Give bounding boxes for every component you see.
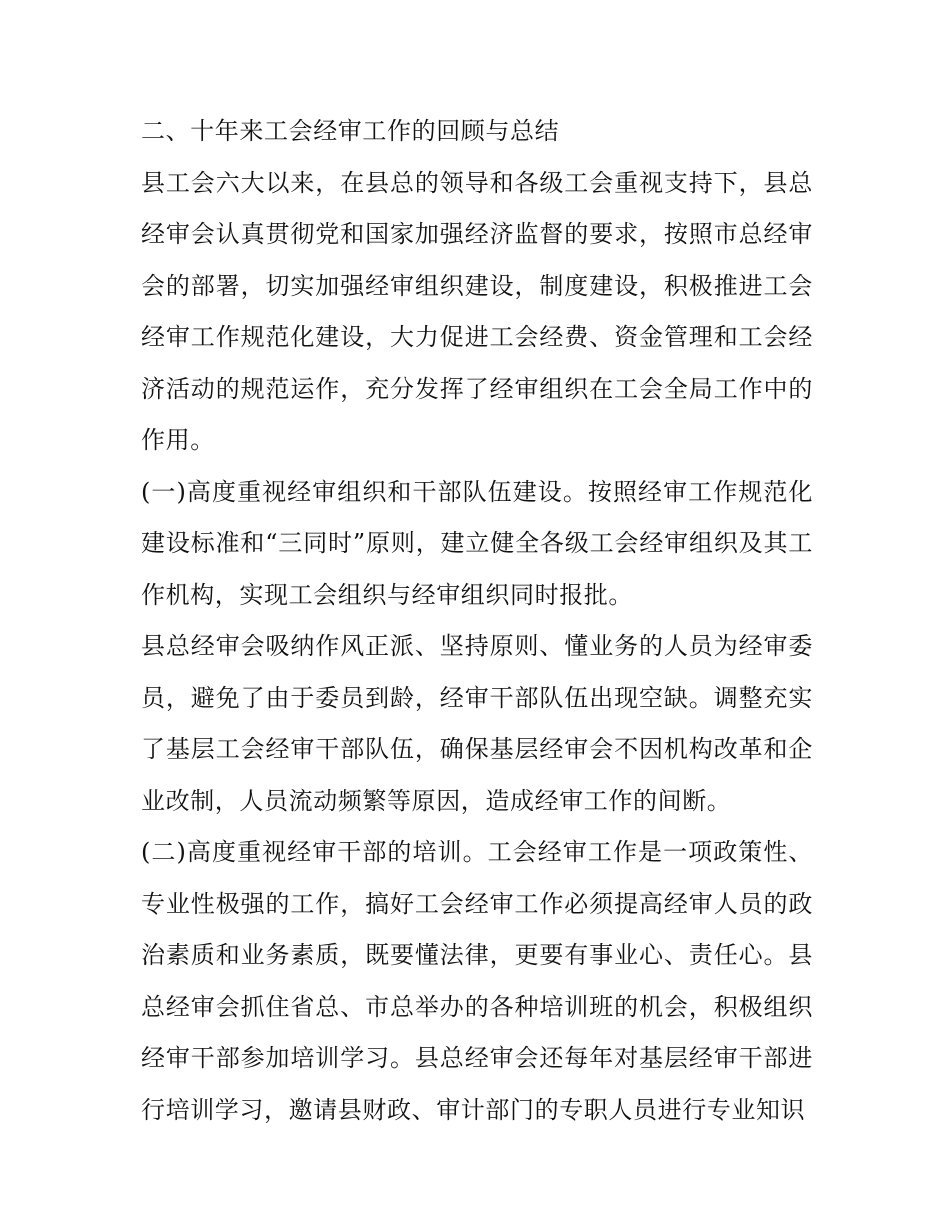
document-body xyxy=(141,106,813,1136)
paragraph-1: 县工会六大以来，在县总的领导和各级工会重视支持下，县总经审会认真贯彻党和国家加强经济监督的要求，按照市总经审会的部署，切实加强经审组织建设，制度建设，积极推进工会经审工作规范化建设，大力促进工会经费、资金管理和工会经济活动的规范运作，充分发挥了经审组织在工会全局工作中的作用。 xyxy=(141,168,813,454)
paragraph-4: (二)高度重视经审干部的培训。工会经审工作是一项政策性、专业性极强的工作，搞好工会经审工作必须提高经审人员的政治素质和业务素质，既要懂法律，更要有事业心、责任心。县总经审会抓住省总、市总举办的各种培训班的机会，积极组织经审干部参加培训学习。县总经审会还每年对基层经审干部进行培训学习，邀请县财政、审计部门的专职人员进行专业知识 xyxy=(141,838,813,1124)
paragraph-3: 县总经审会吸纳作风正派、坚持原则、懂业务的人员为经审委员，避免了由于委员到龄，经审干部队伍出现空缺。调整充实了基层工会经审干部队伍，确保基层经审会不因机构改革和企业改制，人员流动频繁等原因，造成经审工作的间断。 xyxy=(141,632,813,815)
section-heading: 二、十年来工会经审工作的回顾与总结 xyxy=(141,117,560,145)
paragraph-2: (一)高度重视经审组织和干部队伍建设。按照经审工作规范化建设标准和“三同时”原则，建立健全各级工会经审组织及其工作机构，实现工会组织与经审组织同时报批。 xyxy=(141,477,813,609)
